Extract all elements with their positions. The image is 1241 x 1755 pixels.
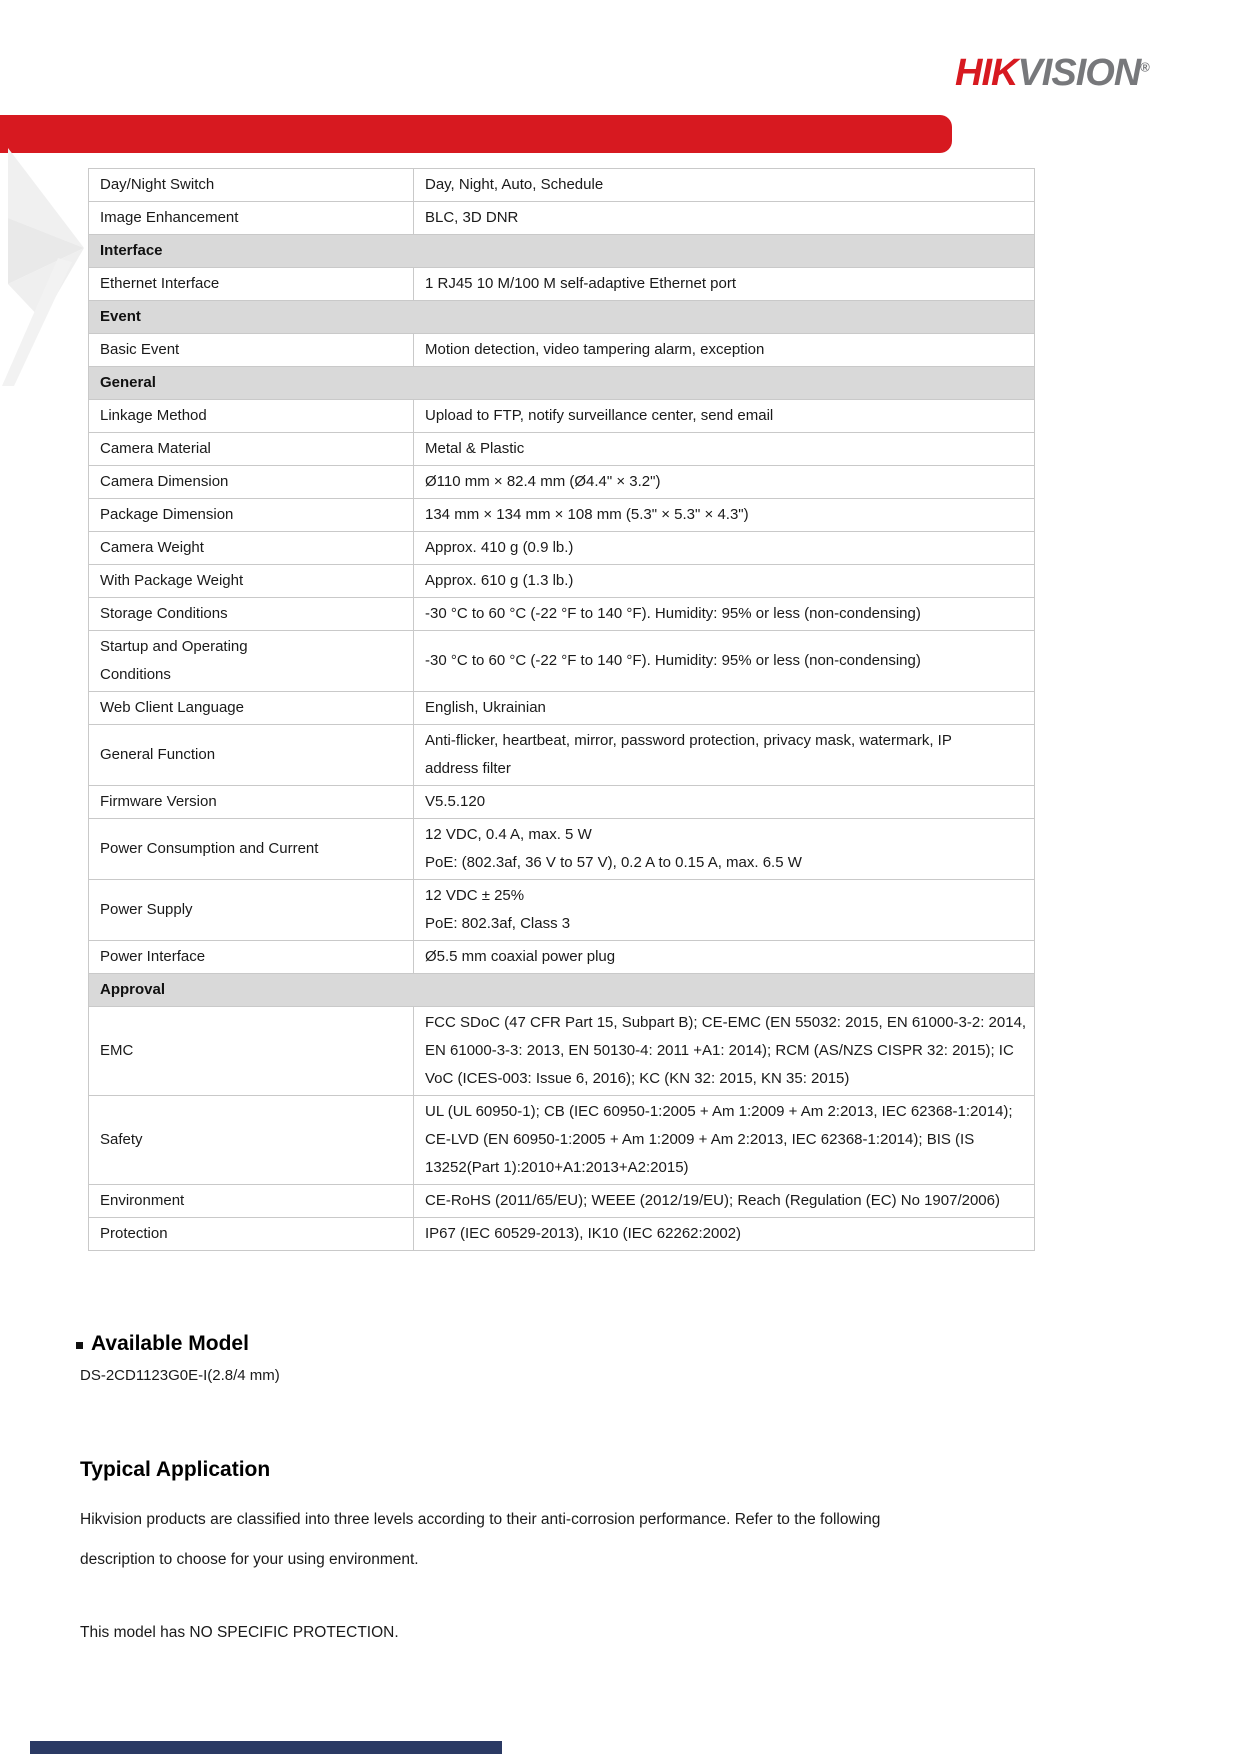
cell-line: FCC SDoC (47 CFR Part 15, Subpart B); CE-EMC (EN 55032: 2015, EN 61000-3-2: 2014, — [425, 1014, 1027, 1031]
text-line: Hikvision products are classified into three levels according to their anti-corrosion performance. Refer to the following — [80, 1511, 881, 1528]
spec-row — [89, 169, 1035, 202]
spec-table-body — [89, 169, 1035, 1251]
cell-line: Startup and Operating — [100, 638, 248, 655]
cell-line: Protection — [100, 1225, 168, 1242]
cell-line: Safety — [100, 1131, 143, 1148]
cell-line: VoC (ICES-003: Issue 6, 2016); KC (KN 32: 2015, KN 35: 2015) — [425, 1070, 850, 1087]
logo-hik-text: HIK — [955, 52, 1018, 94]
spec-label-cell — [89, 1185, 414, 1218]
cell-line: address filter — [425, 760, 511, 777]
cell-line: EMC — [100, 1042, 134, 1059]
spec-value-cell — [414, 598, 1035, 631]
available-model-title: Available Model — [91, 1332, 249, 1355]
section-header-cell: General — [89, 367, 1035, 400]
spec-value-cell — [414, 786, 1035, 819]
cell-line: IP67 (IEC 60529-2013), IK10 (IEC 62262:2002) — [425, 1225, 742, 1242]
spec-row — [89, 268, 1035, 301]
cell-line: Approx. 610 g (1.3 lb.) — [425, 572, 574, 589]
cell-line: Anti-flicker, heartbeat, mirror, password protection, privacy mask, watermark, IP — [425, 732, 952, 749]
spec-value-cell — [414, 268, 1035, 301]
cell-line: Ethernet Interface — [100, 275, 220, 292]
spec-label-cell — [89, 819, 414, 880]
spec-label-cell — [89, 1096, 414, 1185]
cell-line: Web Client Language — [100, 699, 244, 716]
spec-row — [89, 202, 1035, 235]
cell-line: Day, Night, Auto, Schedule — [425, 176, 604, 193]
spec-value-cell — [414, 941, 1035, 974]
spec-label-cell — [89, 400, 414, 433]
spec-label-cell — [89, 598, 414, 631]
available-model-heading — [76, 1332, 280, 1356]
cell-line: Power Supply — [100, 901, 193, 918]
cell-line: EN 61000-3-3: 2013, EN 50130-4: 2011 +A1: 2014); RCM (AS/NZS CISPR 32: 2015); IC — [425, 1042, 1014, 1059]
cell-line: Power Interface — [100, 948, 206, 965]
spec-row — [89, 941, 1035, 974]
spec-row — [89, 565, 1035, 598]
spec-row — [89, 598, 1035, 631]
cell-line: -30 °C to 60 °C (-22 °F to 140 °F). Humidity: 95% or less (non-condensing) — [425, 605, 921, 622]
cell-line: BLC, 3D DNR — [425, 209, 519, 226]
spec-value-cell — [414, 334, 1035, 367]
cell-line: -30 °C to 60 °C (-22 °F to 140 °F). Humidity: 95% or less (non-condensing) — [425, 652, 921, 669]
spec-label-cell — [89, 466, 414, 499]
typical-application-title: Typical Application — [80, 1458, 271, 1481]
spec-row — [89, 532, 1035, 565]
cell-line: CE-RoHS (2011/65/EU); WEEE (2012/19/EU); Reach (Regulation (EC) No 1907/2006) — [425, 1192, 1000, 1209]
spec-label-cell — [89, 1007, 414, 1096]
section-header-cell: Approval — [89, 974, 1035, 1007]
spec-row — [89, 499, 1035, 532]
hikvision-logo — [955, 52, 1150, 95]
cell-line: Camera Weight — [100, 539, 204, 556]
typical-application-section — [80, 1458, 1165, 1642]
spec-value-cell — [414, 1218, 1035, 1251]
protection-note: This model has NO SPECIFIC PROTECTION. — [80, 1624, 399, 1641]
spec-label-cell — [89, 1218, 414, 1251]
watermark-shape — [0, 130, 100, 395]
spec-value-cell — [414, 631, 1035, 692]
cell-line: PoE: (802.3af, 36 V to 57 V), 0.2 A to 0.15 A, max. 6.5 W — [425, 854, 802, 871]
cell-line: 12 VDC ± 25% — [425, 887, 525, 904]
cell-line: Basic Event — [100, 341, 180, 358]
spec-value-cell — [414, 880, 1035, 941]
spec-label-cell — [89, 169, 414, 202]
spec-row — [89, 466, 1035, 499]
spec-label-cell — [89, 268, 414, 301]
spec-row — [89, 819, 1035, 880]
watermark-triangles-icon — [0, 130, 100, 395]
spec-value-cell — [414, 532, 1035, 565]
spec-value-cell — [414, 692, 1035, 725]
spec-value-cell — [414, 400, 1035, 433]
cell-line: 13252(Part 1):2010+A1:2013+A2:2015) — [425, 1159, 689, 1176]
cell-line: Day/Night Switch — [100, 176, 215, 193]
section-header-row — [89, 367, 1035, 400]
spec-row — [89, 1096, 1035, 1185]
available-model-section — [76, 1332, 280, 1384]
spec-value-cell — [414, 499, 1035, 532]
cell-line: English, Ukrainian — [425, 699, 546, 716]
cell-line: UL (UL 60950-1); CB (IEC 60950-1:2005 + Am 1:2009 + Am 2:2013, IEC 62368-1:2014); — [425, 1103, 1013, 1120]
spec-label-cell — [89, 631, 414, 692]
spec-value-cell — [414, 819, 1035, 880]
cell-line: Linkage Method — [100, 407, 207, 424]
section-header-row — [89, 301, 1035, 334]
registered-trademark-icon: ® — [1140, 59, 1150, 75]
spec-row — [89, 1218, 1035, 1251]
cell-line: Environment — [100, 1192, 185, 1209]
cell-line: V5.5.120 — [425, 793, 486, 810]
spec-label-cell — [89, 499, 414, 532]
spec-value-cell — [414, 1185, 1035, 1218]
spec-value-cell — [414, 202, 1035, 235]
cell-line: Ø5.5 mm coaxial power plug — [425, 948, 616, 965]
spec-label-cell — [89, 433, 414, 466]
cell-line: Motion detection, video tampering alarm, exception — [425, 341, 765, 358]
model-number: DS-2CD1123G0E-I(2.8/4 mm) — [80, 1367, 280, 1384]
cell-line: Firmware Version — [100, 793, 217, 810]
cell-line: With Package Weight — [100, 572, 244, 589]
spec-label-cell — [89, 725, 414, 786]
cell-line: Camera Material — [100, 440, 211, 457]
cell-line: Camera Dimension — [100, 473, 229, 490]
footer-bar — [30, 1741, 502, 1754]
section-header-cell: Event — [89, 301, 1035, 334]
spec-row — [89, 692, 1035, 725]
cell-line: 1 RJ45 10 M/100 M self-adaptive Ethernet port — [425, 275, 737, 292]
spec-label-cell — [89, 880, 414, 941]
spec-label-cell — [89, 786, 414, 819]
cell-line: Power Consumption and Current — [100, 840, 319, 857]
cell-line: PoE: 802.3af, Class 3 — [425, 915, 571, 932]
spec-label-cell — [89, 334, 414, 367]
spec-label-cell — [89, 692, 414, 725]
typical-application-paragraph — [80, 1500, 1165, 1580]
cell-line: CE-LVD (EN 60950-1:2005 + Am 1:2009 + Am 2:2013, IEC 62368-1:2014); BIS (IS — [425, 1131, 975, 1148]
cell-line: 134 mm × 134 mm × 108 mm (5.3" × 5.3" × 4.3") — [425, 506, 749, 523]
section-header-row — [89, 974, 1035, 1007]
spec-value-cell — [414, 466, 1035, 499]
spec-value-cell — [414, 1007, 1035, 1096]
spec-row — [89, 433, 1035, 466]
spec-label-cell — [89, 532, 414, 565]
cell-line: Image Enhancement — [100, 209, 239, 226]
cell-line: Storage Conditions — [100, 605, 228, 622]
cell-line: Conditions — [100, 666, 171, 683]
spec-value-cell — [414, 169, 1035, 202]
spec-label-cell — [89, 941, 414, 974]
cell-line: Upload to FTP, notify surveillance center, send email — [425, 407, 774, 424]
spec-row — [89, 400, 1035, 433]
logo-vision-text: VISION — [1017, 52, 1141, 94]
section-header-cell: Interface — [89, 235, 1035, 268]
cell-line: Package Dimension — [100, 506, 234, 523]
red-banner-bar — [0, 115, 952, 153]
spec-row — [89, 786, 1035, 819]
text-line: description to choose for your using environment. — [80, 1551, 419, 1568]
cell-line: Approx. 410 g (0.9 lb.) — [425, 539, 574, 556]
spec-row — [89, 1007, 1035, 1096]
spec-row — [89, 725, 1035, 786]
spec-label-cell — [89, 565, 414, 598]
spec-row — [89, 1185, 1035, 1218]
spec-label-cell — [89, 202, 414, 235]
spec-value-cell — [414, 725, 1035, 786]
cell-line: Ø110 mm × 82.4 mm (Ø4.4" × 3.2") — [425, 473, 661, 490]
spec-row — [89, 631, 1035, 692]
spec-value-cell — [414, 565, 1035, 598]
spec-row — [89, 880, 1035, 941]
spec-row — [89, 334, 1035, 367]
cell-line: 12 VDC, 0.4 A, max. 5 W — [425, 826, 592, 843]
square-bullet-icon — [76, 1342, 83, 1349]
cell-line: General Function — [100, 746, 216, 763]
section-header-row — [89, 235, 1035, 268]
spec-value-cell — [414, 1096, 1035, 1185]
spec-table — [88, 168, 1035, 1251]
cell-line: Metal & Plastic — [425, 440, 525, 457]
spec-value-cell — [414, 433, 1035, 466]
